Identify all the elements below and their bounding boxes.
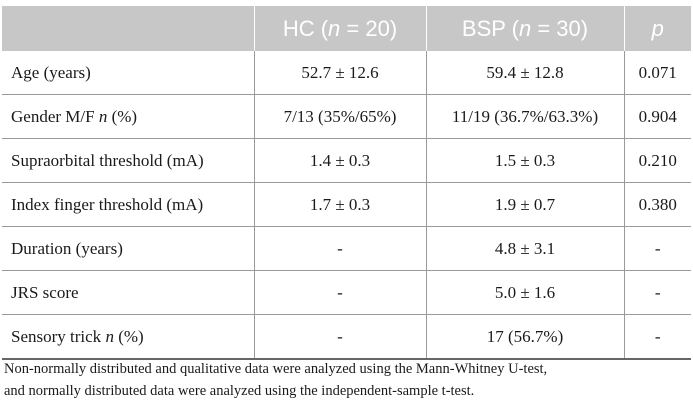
header-bsp: BSP (n = 30) [426,6,624,51]
p-value: - [624,227,691,271]
hc-value: 1.7 ± 0.3 [254,183,426,227]
bsp-value: 5.0 ± 1.6 [426,271,624,315]
bsp-value: 11/19 (36.7%/63.3%) [426,95,624,139]
table-row [2,227,691,271]
footnote-line-2: and normally distributed data were analyzed using the independent-sample t-test. [4,383,475,399]
table-row [2,271,691,315]
p-value: - [624,271,691,315]
table-row [2,95,691,139]
hc-value: 7/13 (35%/65%) [254,95,426,139]
header-empty [2,6,254,51]
footnote-line-1: Non-normally distributed and qualitative data were analyzed using the Mann-Whitney U-test, [4,361,548,377]
row-label: Sensory trick n (%) [2,315,254,360]
row-label: Age (years) [2,51,254,95]
p-value: - [624,315,691,360]
table-row [2,183,691,227]
header-row [2,6,691,51]
bsp-value: 59.4 ± 12.8 [426,51,624,95]
hc-value: - [254,271,426,315]
row-label: JRS score [2,271,254,315]
hc-value: 1.4 ± 0.3 [254,139,426,183]
bsp-value: 1.9 ± 0.7 [426,183,624,227]
table-row [2,51,691,95]
bsp-value: 17 (56.7%) [426,315,624,360]
hc-value: - [254,227,426,271]
row-label: Supraorbital threshold (mA) [2,139,254,183]
row-label: Index finger threshold (mA) [2,183,254,227]
p-value: 0.904 [624,95,691,139]
row-label: Duration (years) [2,227,254,271]
table-row [2,139,691,183]
row-label: Gender M/F n (%) [2,95,254,139]
header-hc: HC (n = 20) [254,6,426,51]
hc-value: - [254,315,426,360]
demographics-table [2,6,691,360]
bsp-value: 4.8 ± 3.1 [426,227,624,271]
hc-value: 52.7 ± 12.6 [254,51,426,95]
p-value: 0.071 [624,51,691,95]
p-value: 0.210 [624,139,691,183]
table-row [2,315,691,360]
bsp-value: 1.5 ± 0.3 [426,139,624,183]
header-p: p [624,6,691,51]
table-footnote [4,358,690,402]
p-value: 0.380 [624,183,691,227]
